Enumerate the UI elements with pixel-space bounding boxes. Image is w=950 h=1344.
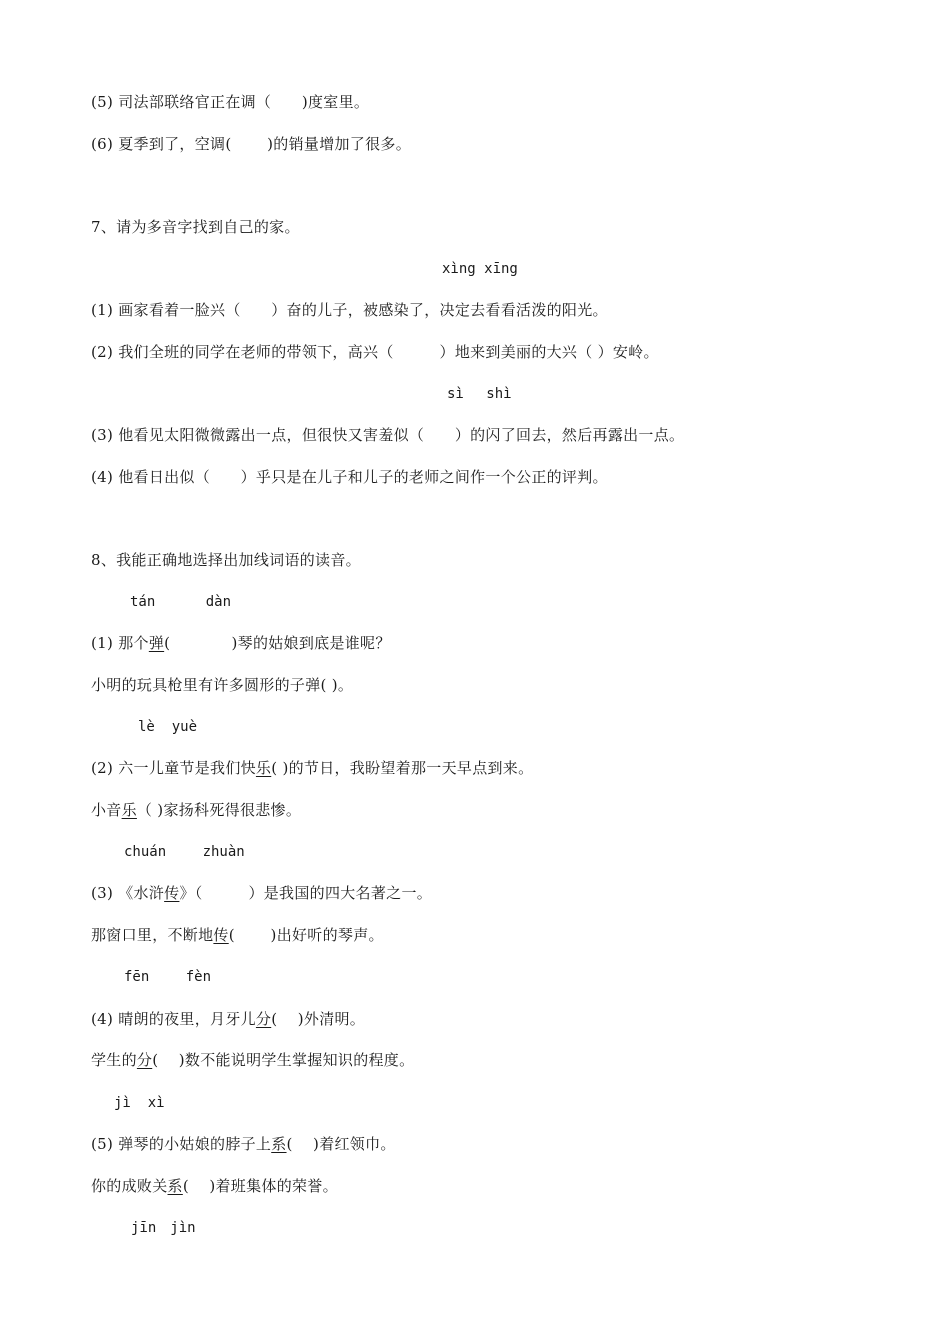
pinyin-tan: tán dàn [130, 594, 232, 610]
question-7-item-2: (2) 我们全班的同学在老师的带领下，高兴（ ）地来到美丽的大兴（ ）安岭。 [91, 343, 659, 361]
question-8-item-1a: (1) 那个弹( )琴的姑娘到底是谁呢？ [91, 634, 391, 652]
question-6-item-6: (6) 夏季到了，空调( )的销量增加了很多。 [91, 135, 411, 153]
underlined-char: 分 [136, 1051, 153, 1069]
question-8-item-3b: 那窗口里，不断地传( )出好听的琴声。 [91, 926, 384, 944]
question-8-item-4b: 学生的分( )数不能说明学生掌握知识的程度。 [91, 1051, 415, 1069]
question-8-item-2a: (2) 六一儿童节是我们快乐( )的节日，我盼望着那一天早点到来。 [91, 759, 534, 777]
question-7-title: 7、请为多音字找到自己的家。 [91, 218, 300, 236]
pinyin-chuan: chuán zhuàn [124, 844, 245, 860]
pinyin-xing: xìng xīng [442, 261, 518, 277]
pinyin-si: sì shì [447, 386, 512, 402]
underlined-char: 分 [255, 1010, 272, 1028]
question-7-item-4: (4) 他看日出似（ ）乎只是在儿子和儿子的老师之间作一个公正的评判。 [91, 468, 608, 486]
underlined-char: 传 [213, 926, 229, 944]
question-8-item-3a: (3) 《水浒传》（ ）是我国的四大名著之一。 [91, 884, 433, 902]
pinyin-jin: jīn jìn [131, 1220, 196, 1236]
question-8-item-1b: 小明的玩具枪里有许多圆形的子弹( )。 [91, 676, 354, 694]
question-6-item-5: (5) 司法部联络官正在调（ )度室里。 [91, 93, 370, 111]
underlined-char: 传 [164, 884, 180, 902]
underlined-char: 弹 [148, 634, 165, 652]
underlined-char: 系 [167, 1177, 183, 1195]
question-8-item-5b: 你的成败关系( )着班集体的荣誉。 [91, 1177, 338, 1195]
pinyin-fen: fēn fèn [124, 969, 212, 985]
question-8-item-2b: 小音乐（ )家扬科死得很悲惨。 [91, 801, 302, 819]
question-8-title: 8、我能正确地选择出加线词语的读音。 [91, 551, 361, 569]
pinyin-le: lè yuè [138, 719, 198, 735]
question-8-item-4a: (4) 晴朗的夜里，月牙儿分( )外清明。 [91, 1010, 366, 1028]
question-7-item-3: (3) 他看见太阳微微露出一点，但很快又害羞似（ ）的闪了回去，然后再露出一点。 [91, 426, 685, 444]
question-8-item-5a: (5) 弹琴的小姑娘的脖子上系( )着红领巾。 [91, 1135, 396, 1153]
pinyin-ji: jì xì [114, 1095, 165, 1111]
underlined-char: 系 [271, 1135, 287, 1153]
question-7-item-1: (1) 画家看着一脸兴（ ）奋的儿子，被感染了，决定去看看活泼的阳光。 [91, 301, 608, 319]
underlined-char: 乐 [255, 759, 272, 777]
underlined-char: 乐 [121, 801, 137, 819]
